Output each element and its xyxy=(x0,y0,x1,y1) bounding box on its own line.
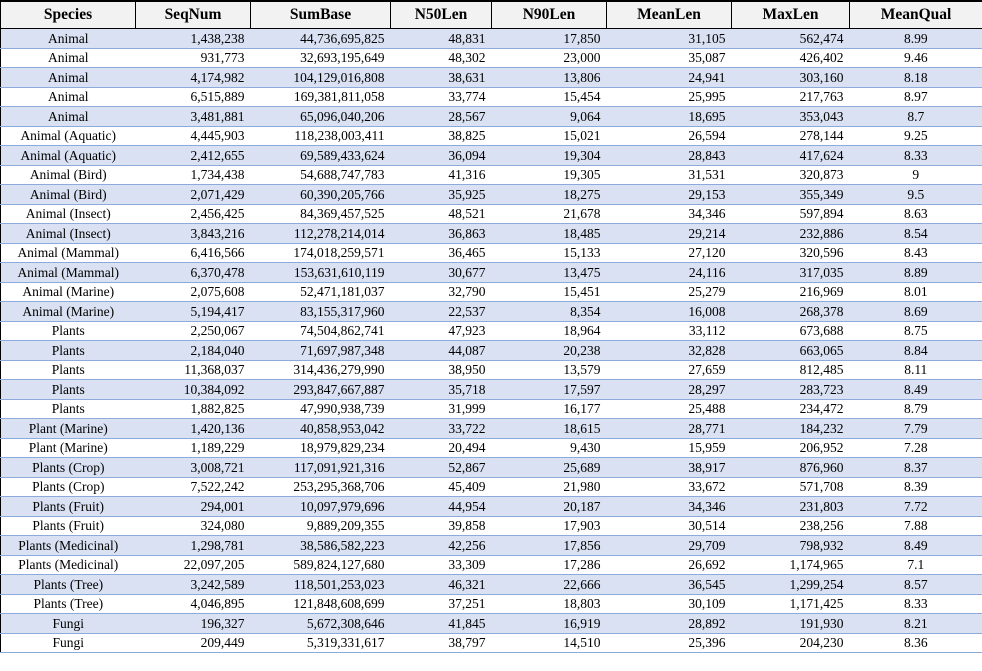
cell-maxlen: 1,299,254 xyxy=(732,575,850,595)
cell-species: Plants xyxy=(1,380,136,400)
cell-meanqual: 8.7 xyxy=(850,107,982,127)
cell-n90len: 20,187 xyxy=(492,497,607,517)
cell-meanqual: 9.46 xyxy=(850,48,982,68)
column-header-n90len: N90Len xyxy=(492,1,607,29)
cell-meanqual: 8.39 xyxy=(850,477,982,497)
cell-maxlen: 562,474 xyxy=(799,30,844,46)
cell-seqnum: 6,515,889 xyxy=(136,87,251,107)
cell-meanqual: 8.18 xyxy=(850,68,982,88)
cell-meanlen: 30,109 xyxy=(607,594,732,614)
cell-n50len: 35,718 xyxy=(391,380,492,400)
cell-maxlen: 353,043 xyxy=(732,107,850,127)
table-row xyxy=(1,29,982,49)
cell-n90len: 8,354 xyxy=(492,302,607,322)
cell-maxlen: 216,969 xyxy=(732,282,850,302)
cell-seqnum: 10,384,092 xyxy=(136,380,251,400)
cell-n90len: 13,579 xyxy=(492,360,607,380)
cell-sumbase: 5,319,331,617 xyxy=(251,633,391,653)
cell-seqnum: 1,189,229 xyxy=(136,438,251,458)
cell-seqnum: 931,773 xyxy=(136,48,251,68)
cell-sumbase: 169,381,811,058 xyxy=(251,87,391,107)
cell-meanqual: 8.54 xyxy=(850,224,982,244)
cell-sumbase: 10,097,979,696 xyxy=(251,497,391,517)
cell-n50len: 41,316 xyxy=(391,165,492,185)
cell-n90len: 13,806 xyxy=(492,68,607,88)
cell-seqnum: 2,250,067 xyxy=(136,321,251,341)
cell-n50len: 33,722 xyxy=(391,419,492,439)
cell-meanqual: 8.63 xyxy=(850,204,982,224)
cell-n50len: 37,251 xyxy=(391,594,492,614)
cell-n50len: 45,409 xyxy=(391,477,492,497)
cell-meanlen: 31,105 xyxy=(688,30,726,46)
cell-meanlen: 24,116 xyxy=(607,263,732,283)
cell-meanlen: 24,941 xyxy=(607,68,732,88)
cell-maxlen: 812,485 xyxy=(732,360,850,380)
cell-species: Plants xyxy=(1,360,136,380)
cell-n50len: 35,925 xyxy=(391,185,492,205)
table-row xyxy=(1,536,982,556)
cell-species: Plants xyxy=(1,399,136,419)
cell-maxlen: 673,688 xyxy=(732,321,850,341)
cell-species: Plants xyxy=(1,341,136,361)
cell-sumbase: 589,824,127,680 xyxy=(251,555,391,575)
cell-sumbase: 52,471,181,037 xyxy=(251,282,391,302)
cell-n50len: 31,999 xyxy=(391,399,492,419)
cell-sumbase: 121,848,608,699 xyxy=(251,594,391,614)
cell-n90len: 18,803 xyxy=(492,594,607,614)
cell-sumbase: 118,238,003,411 xyxy=(251,126,391,146)
cell-seqnum: 3,481,881 xyxy=(136,107,251,127)
cell-sumbase: 32,693,195,649 xyxy=(251,48,391,68)
cell-species: Plants (Tree) xyxy=(1,575,136,595)
table-row xyxy=(1,243,982,263)
cell-sumbase: 71,697,987,348 xyxy=(251,341,391,361)
cell-n90len: 9,064 xyxy=(492,107,607,127)
cell-maxlen: 238,256 xyxy=(732,516,850,536)
cell-seqnum: 1,298,781 xyxy=(136,536,251,556)
cell-maxlen: 798,932 xyxy=(732,536,850,556)
cell-maxlen: 217,763 xyxy=(732,87,850,107)
cell-meanlen: 34,346 xyxy=(607,204,732,224)
cell-maxlen: 283,723 xyxy=(732,380,850,400)
cell-seqnum: 4,445,903 xyxy=(136,126,251,146)
cell-meanlen: 38,917 xyxy=(607,458,732,478)
cell-maxlen: 571,708 xyxy=(732,477,850,497)
cell-meanlen: 25,279 xyxy=(607,282,732,302)
cell-seqnum: 2,075,608 xyxy=(136,282,251,302)
table-row xyxy=(1,87,982,107)
cell-n90len: 18,485 xyxy=(492,224,607,244)
cell-meanqual: 8.01 xyxy=(850,282,982,302)
cell-species: Plants xyxy=(1,321,136,341)
table-row xyxy=(1,263,982,283)
cell-n90len: 17,903 xyxy=(492,516,607,536)
table-body xyxy=(1,29,982,653)
cell-seqnum: 2,071,429 xyxy=(136,185,251,205)
cell-maxlen: 268,378 xyxy=(732,302,850,322)
cell-species: Animal (Bird) xyxy=(1,165,136,185)
cell-meanqual: 8.89 xyxy=(850,263,982,283)
cell-maxlen: 355,349 xyxy=(732,185,850,205)
cell-n50len: 22,537 xyxy=(391,302,492,322)
cell-meanqual: 7.79 xyxy=(850,419,982,439)
cell-seqnum: 6,370,478 xyxy=(136,263,251,283)
cell-n50len: 30,677 xyxy=(391,263,492,283)
table-row xyxy=(1,360,982,380)
table-row xyxy=(1,399,982,419)
cell-n50len: 48,831 xyxy=(448,30,486,46)
cell-maxlen: 303,160 xyxy=(732,68,850,88)
cell-sumbase: 314,436,279,990 xyxy=(251,360,391,380)
cell-maxlen: 320,596 xyxy=(732,243,850,263)
cell-n90len: 21,678 xyxy=(492,204,607,224)
cell-meanqual: 7.88 xyxy=(850,516,982,536)
cell-n90len: 20,238 xyxy=(492,341,607,361)
cell-n50len: 44,954 xyxy=(391,497,492,517)
cell-seqnum: 22,097,205 xyxy=(136,555,251,575)
cell-species: Fungi xyxy=(1,614,136,634)
cell-meanlen: 30,514 xyxy=(607,516,732,536)
cell-sumbase: 112,278,214,014 xyxy=(251,224,391,244)
cell-species: Plants (Fruit) xyxy=(1,516,136,536)
cell-meanqual: 8.57 xyxy=(850,575,982,595)
cell-meanlen: 26,692 xyxy=(607,555,732,575)
cell-maxlen: 426,402 xyxy=(732,48,850,68)
column-header-n50len: N50Len xyxy=(391,1,492,29)
cell-maxlen: 206,952 xyxy=(732,438,850,458)
cell-meanqual: 8.99 xyxy=(903,30,928,46)
cell-species: Animal (Marine) xyxy=(1,282,136,302)
table-row xyxy=(1,633,982,653)
cell-sumbase: 104,129,016,808 xyxy=(251,68,391,88)
cell-maxlen: 184,232 xyxy=(732,419,850,439)
cell-n90len: 19,305 xyxy=(492,165,607,185)
cell-n90len: 17,597 xyxy=(492,380,607,400)
cell-n90len: 23,000 xyxy=(492,48,607,68)
cell-seqnum: 294,001 xyxy=(136,497,251,517)
cell-n50len: 36,863 xyxy=(391,224,492,244)
cell-maxlen: 234,472 xyxy=(732,399,850,419)
cell-species: Plants (Medicinal) xyxy=(1,536,136,556)
cell-n90len: 21,980 xyxy=(492,477,607,497)
table-row xyxy=(1,282,982,302)
cell-meanqual: 8.79 xyxy=(850,399,982,419)
cell-seqnum: 1,438,238 xyxy=(190,30,245,46)
table-row xyxy=(1,68,982,88)
cell-n90len: 17,286 xyxy=(492,555,607,575)
cell-seqnum: 196,327 xyxy=(136,614,251,634)
cell-meanqual: 8.49 xyxy=(850,380,982,400)
cell-seqnum: 1,734,438 xyxy=(136,165,251,185)
cell-n50len: 39,858 xyxy=(391,516,492,536)
cell-species: Animal xyxy=(1,107,136,127)
cell-seqnum: 1,882,825 xyxy=(136,399,251,419)
cell-sumbase: 54,688,747,783 xyxy=(251,165,391,185)
cell-meanqual: 9.25 xyxy=(850,126,982,146)
cell-n50len: 48,302 xyxy=(391,48,492,68)
cell-species: Animal xyxy=(1,68,136,88)
cell-maxlen: 231,803 xyxy=(732,497,850,517)
cell-seqnum: 2,412,655 xyxy=(136,146,251,166)
column-header-meanlen: MeanLen xyxy=(607,1,732,29)
cell-n50len: 52,867 xyxy=(391,458,492,478)
cell-n90len: 15,021 xyxy=(492,126,607,146)
cell-meanqual: 7.72 xyxy=(850,497,982,517)
cell-n50len: 44,087 xyxy=(391,341,492,361)
cell-sumbase: 83,155,317,960 xyxy=(251,302,391,322)
cell-meanlen: 28,892 xyxy=(607,614,732,634)
cell-meanqual: 8.97 xyxy=(850,87,982,107)
cell-species: Plants (Crop) xyxy=(1,477,136,497)
cell-species: Plants (Fruit) xyxy=(1,497,136,517)
cell-n50len: 48,521 xyxy=(391,204,492,224)
table-row xyxy=(1,341,982,361)
cell-meanqual: 7.28 xyxy=(850,438,982,458)
cell-sumbase: 18,979,829,234 xyxy=(251,438,391,458)
cell-n90len: 25,689 xyxy=(492,458,607,478)
cell-maxlen: 1,174,965 xyxy=(732,555,850,575)
cell-maxlen: 232,886 xyxy=(732,224,850,244)
cell-sumbase: 84,369,457,525 xyxy=(251,204,391,224)
cell-n50len: 36,094 xyxy=(391,146,492,166)
cell-meanlen: 15,959 xyxy=(607,438,732,458)
cell-n90len: 18,615 xyxy=(492,419,607,439)
cell-meanqual: 8.49 xyxy=(850,536,982,556)
cell-seqnum: 1,420,136 xyxy=(136,419,251,439)
cell-species: Plant (Marine) xyxy=(1,419,136,439)
cell-meanlen: 33,112 xyxy=(607,321,732,341)
table-row xyxy=(1,321,982,341)
cell-meanlen: 27,659 xyxy=(607,360,732,380)
table-row xyxy=(1,419,982,439)
cell-meanqual: 7.1 xyxy=(850,555,982,575)
cell-sumbase: 153,631,610,119 xyxy=(251,263,391,283)
header-row xyxy=(1,1,982,29)
cell-sumbase: 40,858,953,042 xyxy=(251,419,391,439)
column-header-sumbase: SumBase xyxy=(251,1,391,29)
cell-n90len: 14,510 xyxy=(492,633,607,653)
table-row xyxy=(1,204,982,224)
column-header-seqnum: SeqNum xyxy=(136,1,251,29)
cell-sumbase: 9,889,209,355 xyxy=(251,516,391,536)
table-row xyxy=(1,497,982,517)
cell-species: Animal (Mammal) xyxy=(1,263,136,283)
cell-n90len: 19,304 xyxy=(492,146,607,166)
cell-n90len: 18,964 xyxy=(492,321,607,341)
cell-meanlen: 35,087 xyxy=(607,48,732,68)
cell-species: Plants (Tree) xyxy=(1,594,136,614)
cell-sumbase: 38,586,582,223 xyxy=(251,536,391,556)
cell-species: Animal (Mammal) xyxy=(1,243,136,263)
cell-sumbase: 60,390,205,766 xyxy=(251,185,391,205)
cell-meanlen: 25,396 xyxy=(607,633,732,653)
cell-seqnum: 3,843,216 xyxy=(136,224,251,244)
cell-species: Animal xyxy=(1,48,136,68)
table-row xyxy=(1,614,982,634)
cell-maxlen: 204,230 xyxy=(732,633,850,653)
cell-sumbase: 74,504,862,741 xyxy=(251,321,391,341)
cell-n50len: 36,465 xyxy=(391,243,492,263)
cell-meanqual: 8.84 xyxy=(850,341,982,361)
cell-maxlen: 876,960 xyxy=(732,458,850,478)
cell-meanlen: 29,153 xyxy=(607,185,732,205)
cell-n50len: 38,825 xyxy=(391,126,492,146)
cell-meanlen: 27,120 xyxy=(607,243,732,263)
cell-maxlen: 320,873 xyxy=(732,165,850,185)
cell-n90len: 15,133 xyxy=(492,243,607,263)
cell-maxlen: 191,930 xyxy=(732,614,850,634)
cell-meanqual: 8.69 xyxy=(850,302,982,322)
column-header-species: Species xyxy=(1,1,136,29)
table-row xyxy=(1,146,982,166)
cell-sumbase: 253,295,368,706 xyxy=(251,477,391,497)
cell-species: Animal (Aquatic) xyxy=(1,126,136,146)
cell-species: Fungi xyxy=(1,633,136,653)
cell-n50len: 33,309 xyxy=(391,555,492,575)
cell-n90len: 15,451 xyxy=(492,282,607,302)
table-row xyxy=(1,555,982,575)
cell-meanqual: 8.37 xyxy=(850,458,982,478)
cell-n50len: 28,567 xyxy=(391,107,492,127)
table-row xyxy=(1,165,982,185)
cell-n50len: 38,797 xyxy=(391,633,492,653)
table-header xyxy=(1,1,982,29)
cell-n90len: 17,850 xyxy=(563,30,601,46)
cell-seqnum: 209,449 xyxy=(136,633,251,653)
table-row xyxy=(1,185,982,205)
cell-sumbase: 117,091,921,316 xyxy=(251,458,391,478)
cell-seqnum: 2,184,040 xyxy=(136,341,251,361)
table-row xyxy=(1,48,982,68)
cell-sumbase: 174,018,259,571 xyxy=(251,243,391,263)
cell-seqnum: 324,080 xyxy=(136,516,251,536)
cell-species: Animal (Insect) xyxy=(1,224,136,244)
cell-meanqual: 8.75 xyxy=(850,321,982,341)
cell-meanlen: 31,531 xyxy=(607,165,732,185)
cell-meanlen: 36,545 xyxy=(607,575,732,595)
cell-species: Animal (Bird) xyxy=(1,185,136,205)
table-row xyxy=(1,594,982,614)
cell-meanlen: 16,008 xyxy=(607,302,732,322)
cell-sumbase: 293,847,667,887 xyxy=(251,380,391,400)
cell-n50len: 20,494 xyxy=(391,438,492,458)
table-row xyxy=(1,575,982,595)
cell-species: Animal (Marine) xyxy=(1,302,136,322)
cell-species: Animal (Aquatic) xyxy=(1,146,136,166)
cell-n90len: 22,666 xyxy=(492,575,607,595)
cell-meanlen: 25,995 xyxy=(607,87,732,107)
cell-seqnum: 4,046,895 xyxy=(136,594,251,614)
table-row xyxy=(1,516,982,536)
cell-seqnum: 5,194,417 xyxy=(136,302,251,322)
cell-meanqual: 8.43 xyxy=(850,243,982,263)
cell-meanlen: 32,828 xyxy=(607,341,732,361)
cell-species: Plant (Marine) xyxy=(1,438,136,458)
cell-n90len: 13,475 xyxy=(492,263,607,283)
cell-n50len: 46,321 xyxy=(391,575,492,595)
column-header-meanqual: MeanQual xyxy=(850,1,982,29)
cell-n50len: 42,256 xyxy=(391,536,492,556)
cell-n50len: 38,950 xyxy=(391,360,492,380)
cell-seqnum: 6,416,566 xyxy=(136,243,251,263)
cell-meanqual: 8.21 xyxy=(850,614,982,634)
cell-meanlen: 28,843 xyxy=(607,146,732,166)
cell-meanlen: 28,297 xyxy=(607,380,732,400)
cell-seqnum: 7,522,242 xyxy=(136,477,251,497)
cell-maxlen: 597,894 xyxy=(732,204,850,224)
table-row xyxy=(1,438,982,458)
table-row xyxy=(1,224,982,244)
cell-meanlen: 29,709 xyxy=(607,536,732,556)
cell-maxlen: 1,171,425 xyxy=(732,594,850,614)
cell-n90len: 18,275 xyxy=(492,185,607,205)
cell-seqnum: 3,242,589 xyxy=(136,575,251,595)
cell-meanqual: 8.36 xyxy=(850,633,982,653)
cell-meanqual: 8.33 xyxy=(850,594,982,614)
cell-meanqual: 9.5 xyxy=(850,185,982,205)
cell-n50len: 38,631 xyxy=(391,68,492,88)
cell-meanqual: 8.33 xyxy=(850,146,982,166)
cell-sumbase: 69,589,433,624 xyxy=(251,146,391,166)
cell-sumbase: 5,672,308,646 xyxy=(251,614,391,634)
cell-seqnum: 11,368,037 xyxy=(136,360,251,380)
cell-seqnum: 4,174,982 xyxy=(136,68,251,88)
cell-species: Animal xyxy=(48,30,89,46)
cell-species: Plants (Medicinal) xyxy=(1,555,136,575)
cell-n50len: 41,845 xyxy=(391,614,492,634)
cell-maxlen: 417,624 xyxy=(732,146,850,166)
cell-n50len: 47,923 xyxy=(391,321,492,341)
table-row xyxy=(1,107,982,127)
cell-meanlen: 29,214 xyxy=(607,224,732,244)
cell-maxlen: 317,035 xyxy=(732,263,850,283)
table-row xyxy=(1,126,982,146)
table-row xyxy=(1,302,982,322)
cell-maxlen: 663,065 xyxy=(732,341,850,361)
cell-meanlen: 26,594 xyxy=(607,126,732,146)
cell-species: Animal xyxy=(1,87,136,107)
table-row xyxy=(1,477,982,497)
cell-species: Plants (Crop) xyxy=(1,458,136,478)
cell-meanqual: 8.11 xyxy=(850,360,982,380)
table-row xyxy=(1,458,982,478)
cell-species: Animal (Insect) xyxy=(1,204,136,224)
cell-sumbase: 47,990,938,739 xyxy=(251,399,391,419)
cell-n90len: 16,177 xyxy=(492,399,607,419)
table-row xyxy=(1,380,982,400)
cell-sumbase: 118,501,253,023 xyxy=(251,575,391,595)
column-header-maxlen: MaxLen xyxy=(732,1,850,29)
cell-meanlen: 28,771 xyxy=(607,419,732,439)
cell-n90len: 17,856 xyxy=(492,536,607,556)
cell-n90len: 9,430 xyxy=(492,438,607,458)
cell-meanlen: 18,695 xyxy=(607,107,732,127)
cell-n50len: 32,790 xyxy=(391,282,492,302)
cell-seqnum: 2,456,425 xyxy=(136,204,251,224)
cell-meanqual: 9 xyxy=(850,165,982,185)
cell-n90len: 15,454 xyxy=(492,87,607,107)
cell-sumbase: 65,096,040,206 xyxy=(251,107,391,127)
cell-meanlen: 25,488 xyxy=(607,399,732,419)
cell-seqnum: 3,008,721 xyxy=(136,458,251,478)
cell-maxlen: 278,144 xyxy=(732,126,850,146)
cell-meanlen: 34,346 xyxy=(607,497,732,517)
cell-n90len: 16,919 xyxy=(492,614,607,634)
cell-sumbase: 44,736,695,825 xyxy=(300,30,385,46)
cell-n50len: 33,774 xyxy=(391,87,492,107)
cell-meanlen: 33,672 xyxy=(607,477,732,497)
